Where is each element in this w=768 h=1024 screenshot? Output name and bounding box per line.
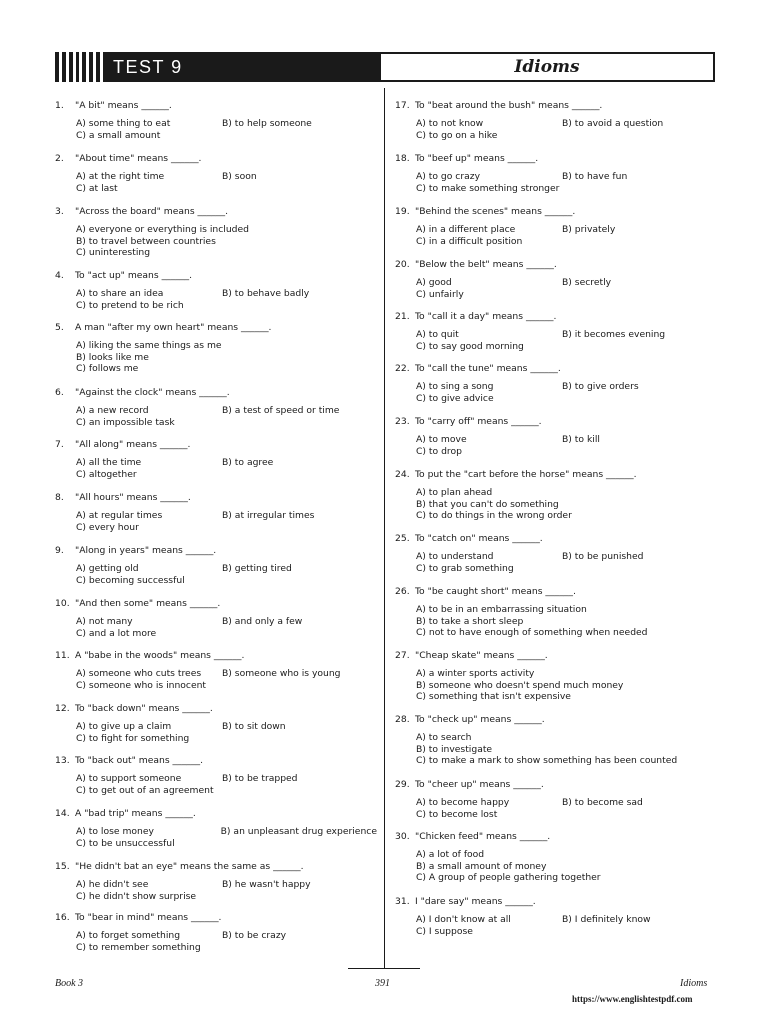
option-c: C) uninteresting	[76, 247, 151, 258]
question-5	[55, 322, 377, 375]
question-number: 20.	[395, 259, 410, 270]
option-c: C) to say good morning	[416, 340, 524, 352]
question-text: "A bit" means ______.	[75, 100, 172, 111]
option-b: B) getting tired	[222, 563, 292, 574]
option-b: B) to travel between countries	[76, 235, 216, 247]
question-number: 29.	[395, 779, 410, 790]
question-24	[395, 469, 715, 522]
question-text: To "be caught short" means ______.	[415, 586, 576, 597]
question-text: To "call the tune" means ______.	[415, 363, 561, 374]
question-16	[55, 912, 377, 953]
option-b: B) someone who doesn't spend much money	[416, 679, 624, 691]
option-c: C) a small amount	[76, 129, 161, 141]
question-21	[395, 311, 715, 352]
question-number: 11.	[55, 650, 70, 661]
option-c: C) to make a mark to show something has been counted	[416, 755, 678, 766]
question-13	[55, 755, 377, 796]
question-10	[55, 598, 377, 639]
option-c: C) to make something stronger	[416, 182, 560, 194]
option-c: C) A group of people gathering together	[416, 872, 601, 883]
question-text: To "beat around the bush" means ______.	[415, 100, 603, 111]
option-c: C) to go on a hike	[416, 129, 498, 141]
question-14	[55, 808, 377, 849]
question-1	[55, 100, 377, 141]
question-8	[55, 492, 377, 533]
question-number: 22.	[395, 363, 410, 374]
question-text: To "back out" means ______.	[75, 755, 204, 766]
question-number: 15.	[55, 861, 70, 872]
question-6	[55, 387, 377, 428]
question-number: 6.	[55, 387, 64, 398]
option-b: B) to become sad	[562, 797, 643, 808]
footer-book: Book 3	[55, 978, 84, 989]
footer-subject: Idioms	[680, 978, 708, 989]
option-c: C) to give advice	[416, 392, 494, 404]
option-a: A) to understand	[416, 551, 494, 562]
option-c: C) to remember something	[76, 941, 201, 953]
question-9	[55, 545, 377, 586]
option-b: B) to avoid a question	[562, 118, 664, 129]
option-c: C) to get out of an agreement	[76, 784, 214, 796]
option-a: A) I don't know at all	[416, 914, 511, 925]
option-c: C) not to have enough of something when needed	[416, 627, 648, 638]
option-c: C) an impossible task	[76, 416, 175, 428]
option-a: A) to plan ahead	[416, 487, 493, 498]
option-a: A) at regular times	[76, 510, 163, 521]
option-b: B) to help someone	[222, 118, 312, 129]
question-text: "He didn't bat an eye" means the same as ______.	[75, 861, 304, 872]
option-a: A) getting old	[76, 563, 139, 574]
question-number: 31.	[395, 896, 410, 907]
footer-url[interactable]: https://www.englishtestpdf.com	[572, 994, 693, 1004]
option-a: A) to share an idea	[76, 288, 164, 299]
column-divider	[384, 88, 385, 968]
question-number: 14.	[55, 808, 70, 819]
option-a: A) in a different place	[416, 224, 516, 235]
option-a: A) everyone or everything is included	[76, 224, 249, 235]
option-a: A) all the time	[76, 457, 142, 468]
option-b: B) to kill	[562, 434, 600, 445]
question-text: To "cheer up" means ______.	[415, 779, 544, 790]
option-a: A) liking the same things as me	[76, 340, 222, 351]
question-number: 16.	[55, 912, 70, 923]
option-a: A) a new record	[76, 405, 149, 416]
option-c: C) to become lost	[416, 808, 498, 820]
option-a: A) he didn't see	[76, 879, 149, 890]
question-3	[55, 206, 377, 259]
question-number: 1.	[55, 100, 64, 111]
option-b: B) an unpleasant drug experience	[220, 826, 377, 837]
option-c: C) to drop	[416, 445, 462, 457]
question-text: "Along in years" means ______.	[75, 545, 217, 556]
question-text: To put the "cart before the horse" means ______.	[415, 469, 637, 480]
option-a: A) to search	[416, 732, 472, 743]
question-11	[55, 650, 377, 691]
question-number: 25.	[395, 533, 410, 544]
page-title: Idioms	[381, 54, 713, 80]
question-text: "Chicken feed" means ______.	[415, 831, 551, 842]
option-a: A) to go crazy	[416, 171, 481, 182]
option-a: A) good	[416, 277, 452, 288]
option-a: A) to give up a claim	[76, 721, 172, 732]
question-number: 28.	[395, 714, 410, 725]
header-stripes-decoration	[55, 52, 103, 82]
option-c: C) to fight for something	[76, 732, 190, 744]
option-b: B) to be punished	[562, 551, 644, 562]
option-c: C) follows me	[76, 363, 139, 374]
question-number: 27.	[395, 650, 410, 661]
question-number: 24.	[395, 469, 410, 480]
question-30	[395, 831, 715, 884]
option-a: A) at the right time	[76, 171, 165, 182]
option-c: C) altogether	[76, 468, 137, 480]
option-b: B) to sit down	[222, 721, 286, 732]
question-number: 9.	[55, 545, 64, 556]
option-c: C) in a difficult position	[416, 235, 523, 247]
option-c: C) becoming successful	[76, 574, 185, 586]
option-b: B) to give orders	[562, 381, 639, 392]
option-a: A) to become happy	[416, 797, 510, 808]
question-number: 23.	[395, 416, 410, 427]
option-c: C) and a lot more	[76, 627, 157, 639]
question-15	[55, 861, 377, 902]
option-c: C) at last	[76, 182, 118, 194]
option-a: A) a winter sports activity	[416, 668, 535, 679]
option-c: C) to do things in the wrong order	[416, 510, 572, 521]
question-number: 5.	[55, 322, 64, 333]
question-number: 10.	[55, 598, 70, 609]
option-b: B) to behave badly	[222, 288, 310, 299]
question-text: To "carry off" means ______.	[415, 416, 542, 427]
option-b: B) it becomes evening	[562, 329, 666, 340]
option-a: A) to lose money	[76, 826, 154, 837]
question-22	[395, 363, 715, 404]
question-number: 21.	[395, 311, 410, 322]
question-number: 4.	[55, 270, 64, 281]
question-number: 3.	[55, 206, 64, 217]
option-b: B) that you can't do something	[416, 498, 559, 510]
question-number: 17.	[395, 100, 410, 111]
question-text: "Cheap skate" means ______.	[415, 650, 548, 661]
question-text: "About time" means ______.	[75, 153, 202, 164]
option-b: B) to have fun	[562, 171, 628, 182]
question-29	[395, 779, 715, 820]
option-a: A) someone who cuts trees	[76, 668, 202, 679]
question-text: "Across the board" means ______.	[75, 206, 229, 217]
question-text: To "act up" means ______.	[75, 270, 193, 281]
question-2	[55, 153, 377, 194]
question-20	[395, 259, 715, 300]
question-28	[395, 714, 715, 767]
option-b: B) at irregular times	[222, 510, 315, 521]
test-label: TEST 9	[103, 52, 381, 82]
option-c: C) to pretend to be rich	[76, 299, 184, 311]
option-a: A) to support someone	[76, 773, 182, 784]
option-b: B) privately	[562, 224, 616, 235]
option-b: B) a small amount of money	[416, 860, 547, 872]
option-b: B) looks like me	[76, 351, 149, 363]
question-text: To "call it a day" means ______.	[415, 311, 557, 322]
question-7	[55, 439, 377, 480]
option-b: B) to agree	[222, 457, 274, 468]
question-text: "And then some" means ______.	[75, 598, 221, 609]
option-c: C) to grab something	[416, 562, 514, 574]
option-a: A) some thing to eat	[76, 118, 171, 129]
question-text: A "bad trip" means ______.	[75, 808, 196, 819]
option-a: A) to be in an embarrassing situation	[416, 604, 587, 615]
question-26	[395, 586, 715, 639]
question-text: "All hours" means ______.	[75, 492, 191, 503]
option-c: C) unfairly	[416, 288, 464, 300]
question-27	[395, 650, 715, 703]
option-b: B) a test of speed or time	[222, 405, 340, 416]
question-23	[395, 416, 715, 457]
footer-page-number: 391	[375, 978, 390, 989]
option-a: A) to quit	[416, 329, 459, 340]
question-text: "Behind the scenes" means ______.	[415, 206, 576, 217]
question-text: To "bear in mind" means ______.	[75, 912, 222, 923]
question-31	[395, 896, 715, 937]
question-number: 13.	[55, 755, 70, 766]
question-text: To "check up" means ______.	[415, 714, 545, 725]
question-number: 12.	[55, 703, 70, 714]
option-b: B) to take a short sleep	[416, 615, 524, 627]
option-b: B) he wasn't happy	[222, 879, 311, 890]
question-number: 30.	[395, 831, 410, 842]
question-text: A "babe in the woods" means ______.	[75, 650, 245, 661]
question-text: To "catch on" means ______.	[415, 533, 543, 544]
question-text: "Below the belt" means ______.	[415, 259, 557, 270]
option-b: B) and only a few	[222, 616, 303, 627]
option-c: C) to be unsuccessful	[76, 837, 175, 849]
question-text: A man "after my own heart" means ______.	[75, 322, 272, 333]
footer-rule	[348, 968, 420, 969]
question-text: "All along" means ______.	[75, 439, 191, 450]
option-c: C) he didn't show surprise	[76, 890, 197, 902]
option-b: B) someone who is young	[222, 668, 341, 679]
question-number: 2.	[55, 153, 64, 164]
option-b: B) soon	[222, 171, 257, 182]
question-17	[395, 100, 715, 141]
option-a: A) a lot of food	[416, 849, 485, 860]
option-c: C) someone who is innocent	[76, 679, 207, 691]
option-c: C) I suppose	[416, 925, 473, 937]
test-header	[55, 52, 715, 82]
question-4	[55, 270, 377, 311]
question-number: 8.	[55, 492, 64, 503]
question-25	[395, 533, 715, 574]
option-b: B) to investigate	[416, 743, 493, 755]
option-c: C) every hour	[76, 521, 139, 533]
question-text: To "beef up" means ______.	[415, 153, 539, 164]
option-a: A) to sing a song	[416, 381, 494, 392]
question-number: 7.	[55, 439, 64, 450]
question-text: "Against the clock" means ______.	[75, 387, 230, 398]
option-b: B) to be crazy	[222, 930, 287, 941]
option-a: A) to move	[416, 434, 467, 445]
option-a: A) not many	[76, 616, 133, 627]
option-a: A) to forget something	[76, 930, 181, 941]
option-c: C) something that isn't expensive	[416, 691, 571, 702]
question-text: I "dare say" means ______.	[415, 896, 536, 907]
question-text: To "back down" means ______.	[75, 703, 213, 714]
question-number: 18.	[395, 153, 410, 164]
question-18	[395, 153, 715, 194]
question-12	[55, 703, 377, 744]
option-b: B) to be trapped	[222, 773, 298, 784]
question-19	[395, 206, 715, 247]
option-b: B) I definitely know	[562, 914, 651, 925]
question-number: 19.	[395, 206, 410, 217]
option-b: B) secretly	[562, 277, 612, 288]
option-a: A) to not know	[416, 118, 484, 129]
question-number: 26.	[395, 586, 410, 597]
